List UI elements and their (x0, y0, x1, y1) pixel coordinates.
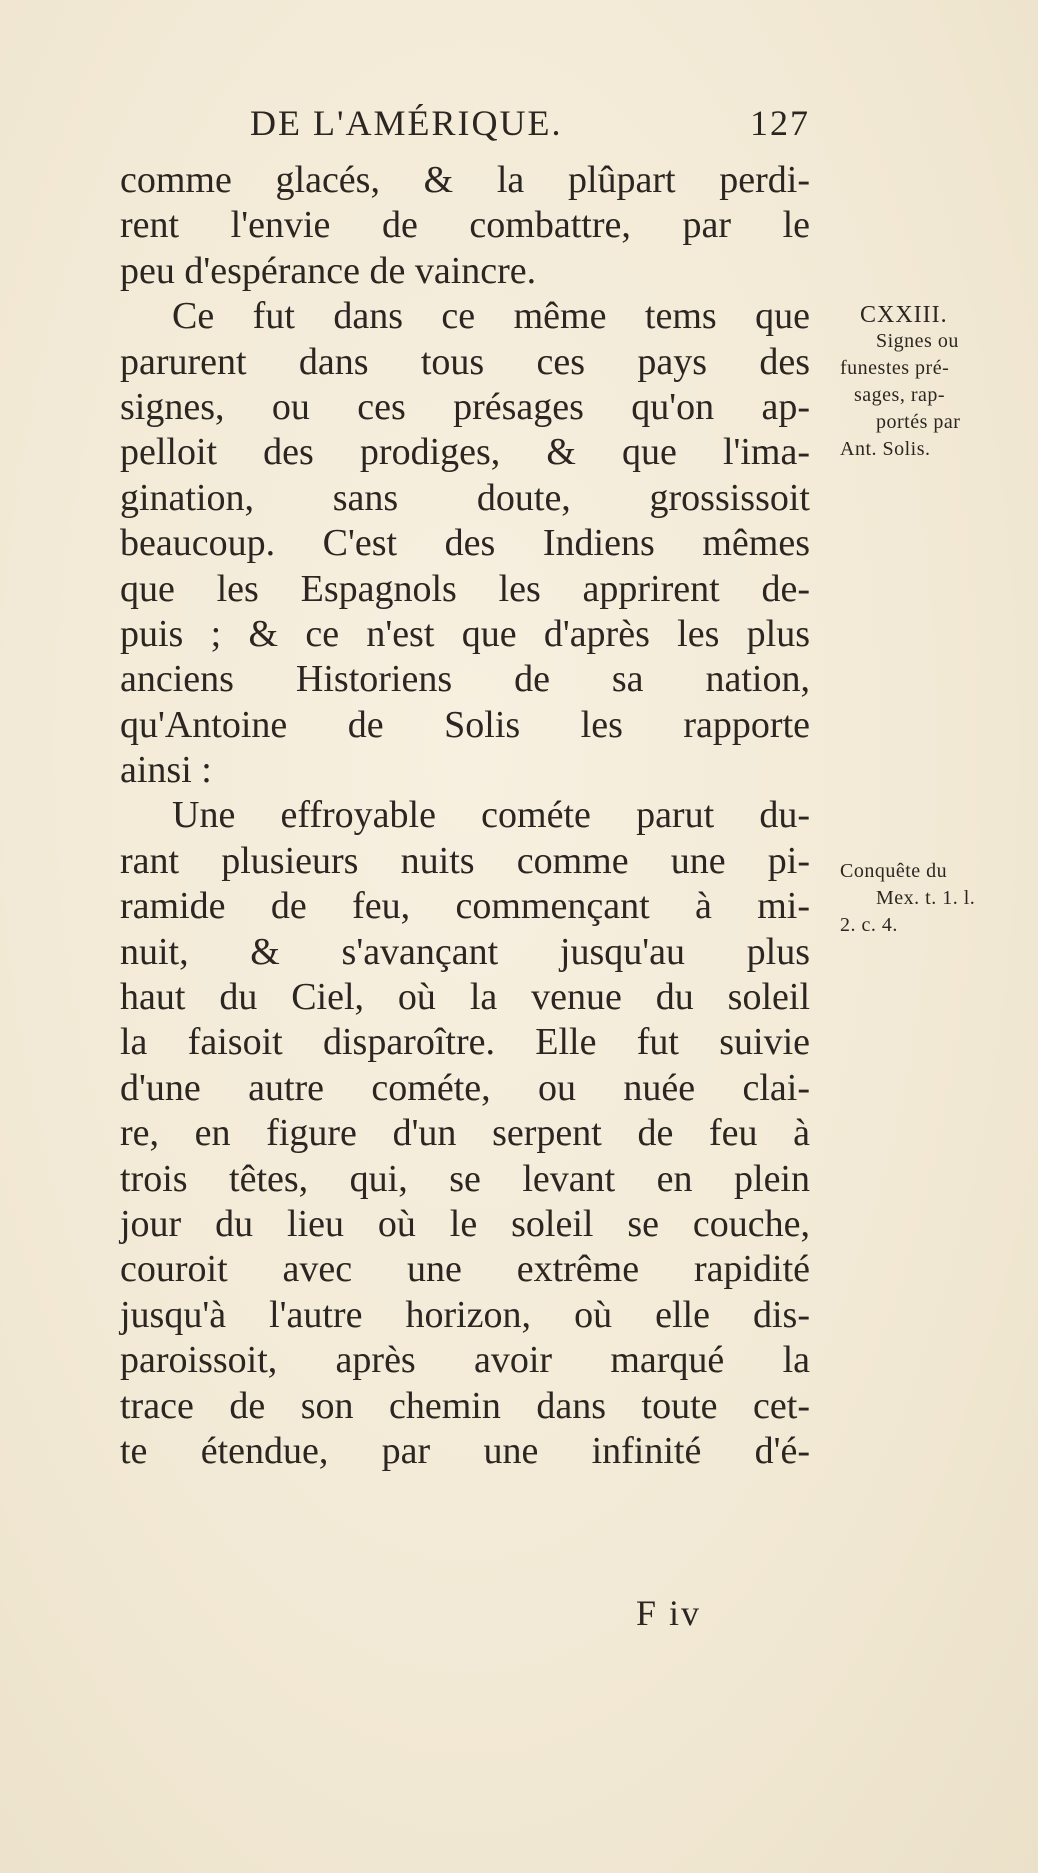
margin-note-line: Mex. t. 1. l. (876, 887, 976, 909)
text-line: d'une autre cométe, ou nuée clai- (120, 1066, 810, 1109)
chapter-number: CXXIII. (860, 302, 948, 328)
text-line: puis ; & ce n'est que d'après les plus (120, 612, 810, 655)
margin-note-line: sages, rap- (854, 384, 946, 406)
text-line: pelloit des prodiges, & que l'ima- (120, 431, 810, 474)
margin-note-line: 2. c. 4. (840, 914, 898, 936)
text-line: jour du lieu où le soleil se couche, (120, 1202, 810, 1245)
margin-note-signes (840, 302, 1020, 463)
running-head: DE L'AMÉRIQUE. (250, 103, 563, 143)
text-line: Une effroyable cométe parut du- (172, 794, 810, 837)
text-line: rent l'envie de combattre, par le (120, 204, 810, 247)
text-line: nuit, & s'avançant jusqu'au plus (120, 930, 810, 973)
text-line: peu d'espérance de vaincre. (120, 249, 537, 292)
margin-note-line: portés par (876, 411, 961, 433)
text-line: que les Espagnols les apprirent de- (120, 567, 810, 610)
text-line: couroit avec une extrême rapidité (120, 1248, 810, 1291)
margin-note-line: Ant. Solis. (840, 438, 931, 460)
margin-note-conquete (840, 858, 1020, 939)
text-line: rant plusieurs nuits comme une pi- (120, 839, 810, 882)
margin-note-line: funestes pré- (840, 357, 950, 379)
text-line: beaucoup. C'est des Indiens mêmes (120, 522, 810, 565)
text-line: trace de son chemin dans toute cet- (120, 1384, 810, 1427)
text-line: anciens Historiens de sa nation, (120, 658, 810, 701)
text-line: re, en figure d'un serpent de feu à (120, 1112, 810, 1155)
body-text (120, 158, 810, 1474)
text-line: trois têtes, qui, se levant en plein (120, 1157, 810, 1200)
text-line: la faisoit disparoître. Elle fut suivie (120, 1021, 810, 1064)
text-line: ainsi : (120, 749, 212, 792)
text-line: gination, sans doute, grossissoit (120, 476, 810, 519)
text-line: te étendue, par une infinité d'é- (120, 1429, 810, 1472)
text-line: jusqu'à l'autre horizon, où elle dis- (120, 1293, 810, 1336)
page-header (250, 102, 810, 148)
text-line: comme glacés, & la plûpart perdi- (120, 159, 810, 201)
text-line: qu'Antoine de Solis les rapporte (120, 703, 810, 746)
text-line: ramide de feu, commençant à mi- (120, 885, 810, 928)
signature-mark: F iv (636, 1593, 702, 1633)
margin-note-line: Signes ou (876, 330, 959, 352)
text-line: haut du Ciel, où la venue du soleil (120, 976, 810, 1019)
text-line: parurent dans tous ces pays des (120, 340, 810, 383)
text-line: paroissoit, après avoir marqué la (120, 1339, 810, 1382)
text-line: Ce fut dans ce même tems que (172, 295, 810, 338)
page-number: 127 (750, 103, 810, 143)
text-line: signes, ou ces présages qu'on ap- (120, 385, 810, 428)
margin-note-line: Conquête du (840, 860, 948, 882)
